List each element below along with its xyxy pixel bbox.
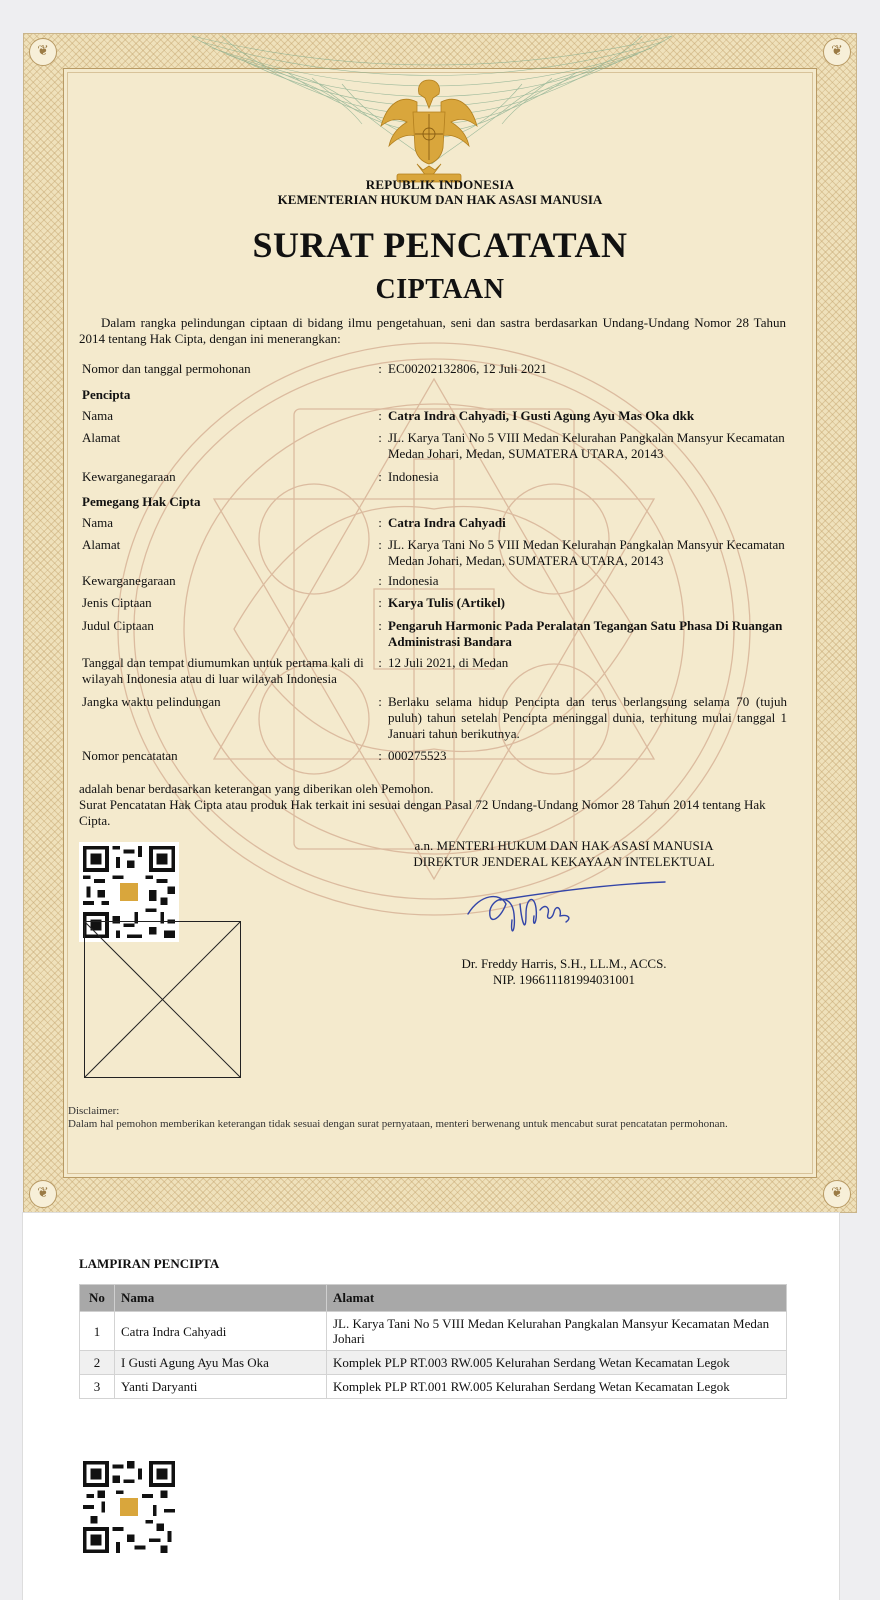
- attachment-title: LAMPIRAN PENCIPTA: [79, 1256, 220, 1271]
- disclaimer: Disclaimer: Dalam hal pemohon memberikan keterangan tidak sesuai dengan surat pernyataan, menteri berwenang untuk mencabut surat pencatatan permohonan.: [68, 1105, 728, 1130]
- field-holder-citizenship: Kewarganegaraan : Indonesia: [82, 573, 439, 588]
- table-row: 3 Yanti Daryanti Komplek PLP RT.001 RW.005 Kelurahan Serdang Wetan Kecamatan Legok: [80, 1375, 787, 1399]
- field-work-title: Judul Ciptaan : Pengaruh Harmonic Pada Peralatan Tegangan Satu Phasa Di Ruangan Administrasi Bandara: [82, 618, 783, 649]
- field-creator-name: Nama : Catra Indra Cahyadi, I Gusti Agung Ayu Mas Oka dkk: [82, 408, 695, 423]
- corner-ornament-icon: ❦: [29, 38, 57, 66]
- certificate-page: [23, 33, 857, 1213]
- field-record-number: Nomor pencatatan : 000275523: [82, 748, 447, 763]
- country-heading: REPUBLIK INDONESIA: [365, 177, 515, 192]
- section-holder: Pemegang Hak Cipta: [82, 494, 201, 509]
- document-title: SURAT PENCATATAN: [252, 225, 628, 265]
- field-protection-period: Jangka waktu pelindungan : Berlaku selama hidup Pencipta dan terus berlangsung selama 70 (tujuh puluh) tahun setelah Pencipta meninggal dunia, terhitung mulai tanggal 1 Januari tahun berikutnya.: [82, 694, 787, 741]
- field-creator-address: Alamat : JL. Karya Tani No 5 VIII Medan Kelurahan Pangkalan Mansyur Kecamatan Medan Johari, Medan, SUMATERA UTARA, 20143: [82, 430, 785, 461]
- attachment-page: [22, 1212, 840, 1600]
- corner-ornament-icon: ❦: [823, 38, 851, 66]
- column-header: Nama: [115, 1285, 327, 1312]
- table-header-row: [80, 1285, 787, 1312]
- qr-code-icon: [79, 1457, 179, 1557]
- signer-details: Dr. Freddy Harris, S.H., LL.M., ACCS. NIP. 196611181994031001: [461, 956, 667, 987]
- field-creator-citizenship: Kewarganegaraan : Indonesia: [82, 469, 439, 484]
- field-holder-address: Alamat : JL. Karya Tani No 5 VIII Medan Kelurahan Pangkalan Mansyur Kecamatan Medan Johari, Medan, SUMATERA UTARA, 20143: [82, 537, 785, 568]
- handwritten-signature: [460, 874, 670, 944]
- table-row: 2 I Gusti Agung Ayu Mas Oka Komplek PLP RT.003 RW.005 Kelurahan Serdang Wetan Kecamatan Legok: [80, 1351, 787, 1375]
- corner-ornament-icon: ❦: [823, 1180, 851, 1208]
- photo-placeholder: [84, 921, 241, 1078]
- column-header: Alamat: [327, 1285, 787, 1312]
- field-work-type: Jenis Ciptaan : Karya Tulis (Artikel): [82, 595, 506, 610]
- field-holder-name: Nama : Catra Indra Cahyadi: [82, 515, 506, 530]
- intro-paragraph: Dalam rangka pelindungan ciptaan di bidang ilmu pengetahuan, seni dan sastra berdasarkan Undang-Undang Nomor 28 Tahun 2014 tentang Hak Cipta, dengan ini menerangkan:: [79, 315, 786, 346]
- table-row: 1 Catra Indra Cahyadi JL. Karya Tani No 5 VIII Medan Kelurahan Pangkalan Mansyur Kecamatan Medan Johari: [80, 1312, 787, 1351]
- section-creator: Pencipta: [82, 387, 131, 402]
- document-subtitle: CIPTAAN: [375, 274, 505, 305]
- field-application: Nomor dan tanggal permohonan : EC00202132806, 12 Juli 2021: [82, 361, 547, 376]
- corner-ornament-icon: ❦: [29, 1180, 57, 1208]
- signatory-title: a.n. MENTERI HUKUM DAN HAK ASASI MANUSIA DIREKTUR JENDERAL KEKAYAAN INTELEKTUAL: [413, 838, 715, 869]
- field-first-published: Tanggal dan tempat diumumkan untuk pertama kali di wilayah Indonesia atau di luar wilayah Indonesia : 12 Juli 2021, di Medan: [82, 655, 509, 686]
- garuda-emblem-icon: [377, 74, 481, 186]
- ministry-heading: KEMENTERIAN HUKUM DAN HAK ASASI MANUSIA: [277, 192, 603, 207]
- column-header: No: [80, 1285, 115, 1312]
- closing-statement: adalah benar berdasarkan keterangan yang diberikan oleh Pemohon. Surat Pencatatan Hak Cipta atau produk Hak terkait ini sesuai dengan Pasal 72 Undang-Undang Nomor 28 Tahun 2014 tentang Hak Cipta.: [79, 781, 766, 828]
- creators-table: [79, 1284, 787, 1399]
